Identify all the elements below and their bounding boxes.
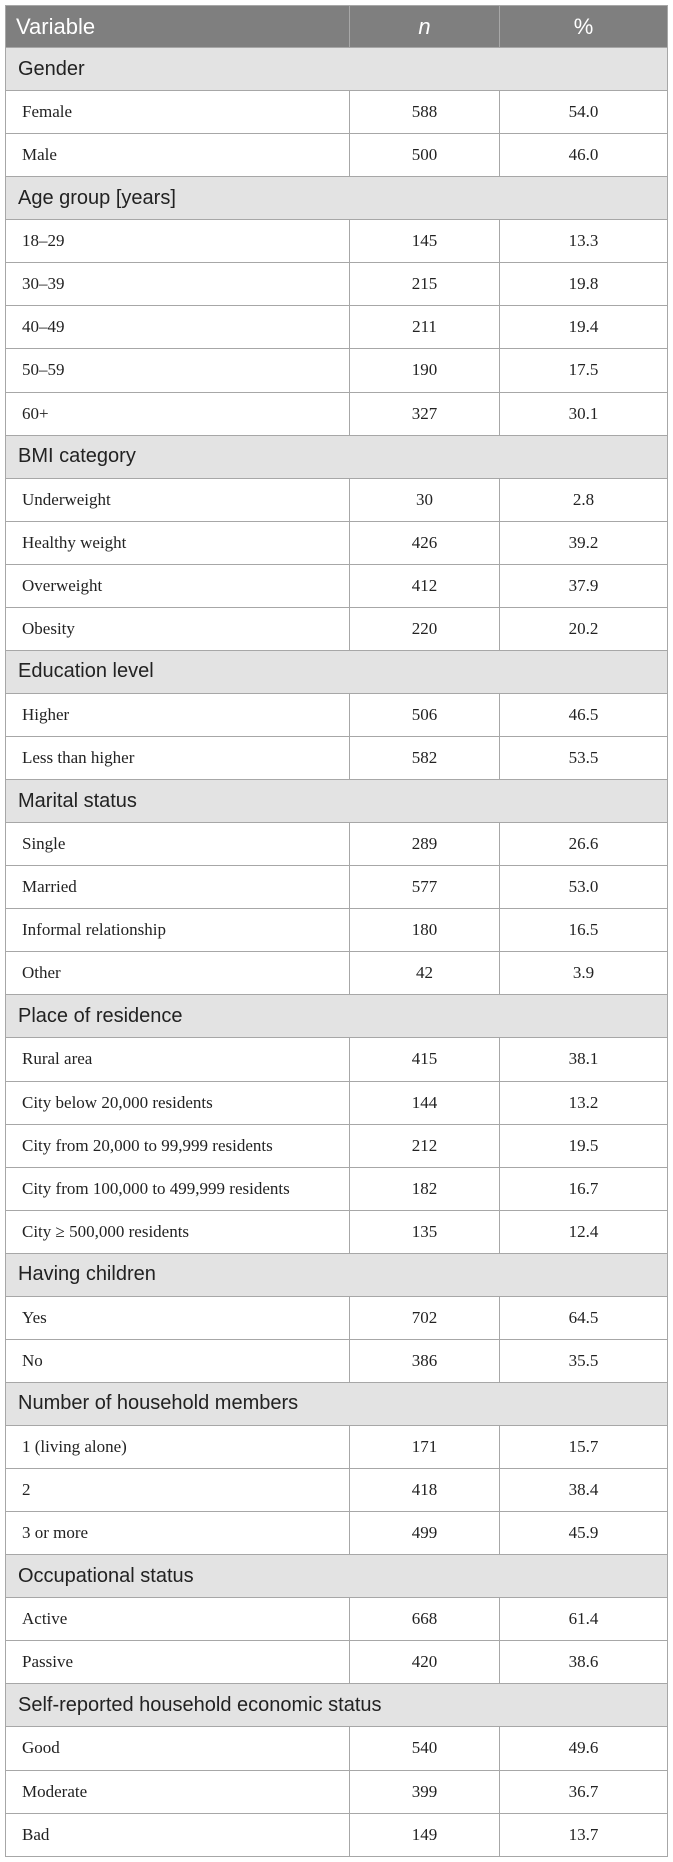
row-label: Other [6, 952, 350, 995]
row-percent: 13.3 [500, 220, 668, 263]
table-row [6, 1124, 668, 1167]
row-label: City ≥ 500,000 residents [6, 1210, 350, 1253]
table-row [6, 263, 668, 306]
row-count: 182 [350, 1167, 500, 1210]
row-percent: 13.7 [500, 1813, 668, 1856]
row-count: 399 [350, 1770, 500, 1813]
section-header-row [6, 1555, 668, 1598]
row-percent: 13.2 [500, 1081, 668, 1124]
table-row [6, 521, 668, 564]
table-row [6, 909, 668, 952]
row-count: 415 [350, 1038, 500, 1081]
row-label: Rural area [6, 1038, 350, 1081]
row-percent: 19.4 [500, 306, 668, 349]
row-label: Passive [6, 1641, 350, 1684]
section-header-row [6, 780, 668, 823]
row-percent: 30.1 [500, 392, 668, 435]
table-row [6, 952, 668, 995]
row-count: 577 [350, 866, 500, 909]
row-label: 40–49 [6, 306, 350, 349]
row-count: 327 [350, 392, 500, 435]
row-count: 500 [350, 134, 500, 177]
row-percent: 19.5 [500, 1124, 668, 1167]
row-count: 668 [350, 1598, 500, 1641]
section-title: Marital status [6, 780, 668, 823]
row-label: Active [6, 1598, 350, 1641]
header-n: n [350, 6, 500, 48]
row-percent: 36.7 [500, 1770, 668, 1813]
table-body [6, 48, 668, 1857]
row-label: 50–59 [6, 349, 350, 392]
row-percent: 35.5 [500, 1339, 668, 1382]
table-row [6, 1512, 668, 1555]
row-label: Obesity [6, 607, 350, 650]
row-percent: 38.6 [500, 1641, 668, 1684]
row-label: 3 or more [6, 1512, 350, 1555]
section-title: Self-reported household economic status [6, 1684, 668, 1727]
section-title: Education level [6, 650, 668, 693]
table-row [6, 1296, 668, 1339]
section-header-row [6, 1253, 668, 1296]
row-percent: 15.7 [500, 1426, 668, 1469]
header-percent: % [500, 6, 668, 48]
row-percent: 53.0 [500, 866, 668, 909]
row-label: Yes [6, 1296, 350, 1339]
table-row [6, 1770, 668, 1813]
table-row [6, 866, 668, 909]
section-header-row [6, 1684, 668, 1727]
section-title: BMI category [6, 435, 668, 478]
row-percent: 39.2 [500, 521, 668, 564]
table-row [6, 392, 668, 435]
row-count: 42 [350, 952, 500, 995]
row-percent: 16.7 [500, 1167, 668, 1210]
row-percent: 16.5 [500, 909, 668, 952]
row-count: 702 [350, 1296, 500, 1339]
row-label: Single [6, 823, 350, 866]
row-count: 540 [350, 1727, 500, 1770]
row-percent: 54.0 [500, 91, 668, 134]
row-count: 426 [350, 521, 500, 564]
row-count: 190 [350, 349, 500, 392]
row-percent: 2.8 [500, 478, 668, 521]
row-label: Married [6, 866, 350, 909]
row-count: 499 [350, 1512, 500, 1555]
section-header-row [6, 48, 668, 91]
table-row [6, 1426, 668, 1469]
row-percent: 45.9 [500, 1512, 668, 1555]
row-label: 2 [6, 1469, 350, 1512]
table-row [6, 134, 668, 177]
section-header-row [6, 1382, 668, 1425]
row-label: 1 (living alone) [6, 1426, 350, 1469]
row-count: 506 [350, 693, 500, 736]
table-row [6, 220, 668, 263]
row-count: 180 [350, 909, 500, 952]
row-label: Informal relationship [6, 909, 350, 952]
table-row [6, 1167, 668, 1210]
row-percent: 37.9 [500, 564, 668, 607]
row-count: 588 [350, 91, 500, 134]
row-percent: 17.5 [500, 349, 668, 392]
row-count: 289 [350, 823, 500, 866]
row-percent: 46.5 [500, 693, 668, 736]
section-title: Having children [6, 1253, 668, 1296]
section-header-row [6, 177, 668, 220]
row-label: 18–29 [6, 220, 350, 263]
row-label: Less than higher [6, 737, 350, 780]
table-row [6, 1210, 668, 1253]
table-header-row [6, 6, 668, 48]
row-percent: 53.5 [500, 737, 668, 780]
row-count: 144 [350, 1081, 500, 1124]
row-percent: 46.0 [500, 134, 668, 177]
row-label: Female [6, 91, 350, 134]
row-label: Overweight [6, 564, 350, 607]
row-count: 386 [350, 1339, 500, 1382]
row-count: 212 [350, 1124, 500, 1167]
row-label: Higher [6, 693, 350, 736]
row-count: 420 [350, 1641, 500, 1684]
table-row [6, 564, 668, 607]
table-row [6, 1813, 668, 1856]
row-count: 418 [350, 1469, 500, 1512]
section-title: Age group [years] [6, 177, 668, 220]
table-row [6, 478, 668, 521]
header-variable: Variable [6, 6, 350, 48]
row-percent: 19.8 [500, 263, 668, 306]
row-count: 171 [350, 1426, 500, 1469]
section-header-row [6, 995, 668, 1038]
row-count: 412 [350, 564, 500, 607]
row-percent: 61.4 [500, 1598, 668, 1641]
row-percent: 12.4 [500, 1210, 668, 1253]
table-row [6, 693, 668, 736]
row-label: City from 100,000 to 499,999 residents [6, 1167, 350, 1210]
table-row [6, 1727, 668, 1770]
table-row [6, 1469, 668, 1512]
row-percent: 38.1 [500, 1038, 668, 1081]
section-title: Gender [6, 48, 668, 91]
row-label: City below 20,000 residents [6, 1081, 350, 1124]
row-label: Healthy weight [6, 521, 350, 564]
row-count: 215 [350, 263, 500, 306]
row-count: 211 [350, 306, 500, 349]
section-title: Occupational status [6, 1555, 668, 1598]
table-row [6, 91, 668, 134]
table-row [6, 1641, 668, 1684]
row-label: Good [6, 1727, 350, 1770]
row-percent: 26.6 [500, 823, 668, 866]
table-row [6, 823, 668, 866]
row-count: 135 [350, 1210, 500, 1253]
table-row [6, 1339, 668, 1382]
row-count: 145 [350, 220, 500, 263]
section-title: Number of household members [6, 1382, 668, 1425]
row-percent: 64.5 [500, 1296, 668, 1339]
row-count: 30 [350, 478, 500, 521]
table-row [6, 1598, 668, 1641]
table-row [6, 1081, 668, 1124]
table-row [6, 306, 668, 349]
table-row [6, 737, 668, 780]
row-label: 60+ [6, 392, 350, 435]
row-label: No [6, 1339, 350, 1382]
row-label: Male [6, 134, 350, 177]
row-count: 149 [350, 1813, 500, 1856]
section-title: Place of residence [6, 995, 668, 1038]
row-label: Bad [6, 1813, 350, 1856]
row-label: City from 20,000 to 99,999 residents [6, 1124, 350, 1167]
row-percent: 3.9 [500, 952, 668, 995]
table-row [6, 607, 668, 650]
demographics-table [5, 5, 668, 1857]
row-label: Moderate [6, 1770, 350, 1813]
section-header-row [6, 435, 668, 478]
row-label: Underweight [6, 478, 350, 521]
row-count: 220 [350, 607, 500, 650]
row-percent: 49.6 [500, 1727, 668, 1770]
row-percent: 20.2 [500, 607, 668, 650]
row-percent: 38.4 [500, 1469, 668, 1512]
row-label: 30–39 [6, 263, 350, 306]
section-header-row [6, 650, 668, 693]
table-row [6, 1038, 668, 1081]
row-count: 582 [350, 737, 500, 780]
table-row [6, 349, 668, 392]
